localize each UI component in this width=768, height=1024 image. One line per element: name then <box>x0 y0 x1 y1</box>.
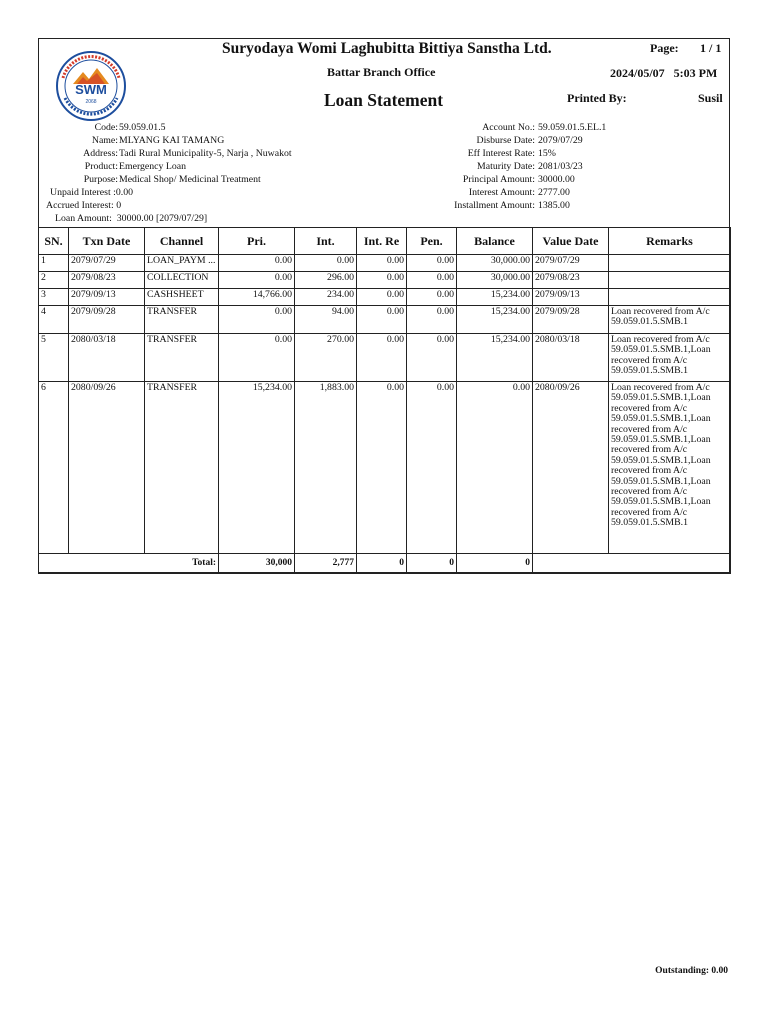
cell-value-date: 2079/09/13 <box>533 289 609 306</box>
cell-int-re: 0.00 <box>357 334 407 382</box>
cell-remarks: Loan recovered from A/c 59.059.01.5.SMB.1,Loan recovered from A/c 59.059.01.5.SMB.1 <box>609 334 731 382</box>
purpose-label: Purpose: <box>83 174 118 185</box>
cell-principal: 15,234.00 <box>219 382 295 554</box>
address-value: Tadi Rural Municipality-5, Narja , Nuwakot <box>119 148 292 159</box>
interest-rate-value: 15% <box>538 148 556 159</box>
total-int-re: 0 <box>357 554 407 574</box>
cell-penalty: 0.00 <box>407 334 457 382</box>
col-int-re: Int. Re <box>357 228 407 255</box>
cell-txn-date: 2080/09/26 <box>69 382 145 554</box>
total-empty <box>533 554 731 574</box>
cell-remarks: Loan recovered from A/c 59.059.01.5.SMB.1 <box>609 306 731 334</box>
cell-principal: 14,766.00 <box>219 289 295 306</box>
unpaid-interest-label: Unpaid Interest : <box>50 187 116 198</box>
cell-channel: CASHSHEET <box>145 289 219 306</box>
cell-value-date: 2080/03/18 <box>533 334 609 382</box>
installment-amount-value: 1385.00 <box>538 200 570 211</box>
cell-interest: 1,883.00 <box>295 382 357 554</box>
cell-sn: 4 <box>39 306 69 334</box>
col-channel: Channel <box>145 228 219 255</box>
page-number: 1 / 1 <box>700 41 722 55</box>
col-value-date: Value Date <box>533 228 609 255</box>
cell-principal: 0.00 <box>219 306 295 334</box>
cell-value-date: 2080/09/26 <box>533 382 609 554</box>
maturity-date-value: 2081/03/23 <box>538 161 583 172</box>
cell-interest: 270.00 <box>295 334 357 382</box>
cell-balance: 30,000.00 <box>457 272 533 289</box>
col-remarks: Remarks <box>609 228 731 255</box>
col-sn: SN. <box>39 228 69 255</box>
cell-sn: 1 <box>39 255 69 272</box>
col-principal: Pri. <box>219 228 295 255</box>
table-row <box>39 334 731 382</box>
cell-txn-date: 2080/03/18 <box>69 334 145 382</box>
table-row <box>39 289 731 306</box>
cell-txn-date: 2079/07/29 <box>69 255 145 272</box>
total-penalty: 0 <box>407 554 457 574</box>
cell-sn: 6 <box>39 382 69 554</box>
cell-interest: 94.00 <box>295 306 357 334</box>
principal-amount-value: 30000.00 <box>538 174 575 185</box>
purpose-value: Medical Shop/ Medicinal Treatment <box>119 174 261 185</box>
cell-int-re: 0.00 <box>357 255 407 272</box>
cell-int-re: 0.00 <box>357 382 407 554</box>
cell-sn: 3 <box>39 289 69 306</box>
cell-penalty: 0.00 <box>407 272 457 289</box>
total-row <box>39 554 731 574</box>
account-no-label: Account No.: <box>482 122 535 133</box>
cell-int-re: 0.00 <box>357 289 407 306</box>
product-label: Product: <box>84 161 118 172</box>
col-txn-date: Txn Date <box>69 228 145 255</box>
cell-balance: 15,234.00 <box>457 334 533 382</box>
accrued-interest-label: Accrued Interest: <box>46 200 114 211</box>
printed-by-value: Susil <box>698 91 723 105</box>
table-row <box>39 382 731 554</box>
cell-sn: 5 <box>39 334 69 382</box>
cell-balance: 15,234.00 <box>457 306 533 334</box>
cell-principal: 0.00 <box>219 334 295 382</box>
cell-channel: COLLECTION <box>145 272 219 289</box>
interest-rate-label: Eff Interest Rate: <box>467 148 535 159</box>
cell-value-date: 2079/07/29 <box>533 255 609 272</box>
name-value: MLYANG KAI TAMANG <box>119 135 225 146</box>
disburse-date-value: 2079/07/29 <box>538 135 583 146</box>
interest-amount-label: Interest Amount: <box>468 187 535 198</box>
cell-remarks <box>609 255 731 272</box>
col-penalty: Pen. <box>407 228 457 255</box>
printed-date: 2024/05/07 5:03 PM <box>610 66 718 80</box>
cell-penalty: 0.00 <box>407 289 457 306</box>
page-label: Page: <box>650 41 679 55</box>
total-balance: 0 <box>457 554 533 574</box>
cell-txn-date: 2079/08/23 <box>69 272 145 289</box>
cell-value-date: 2079/08/23 <box>533 272 609 289</box>
cell-int-re: 0.00 <box>357 272 407 289</box>
loan-amount-value: 30000.00 [2079/07/29] <box>116 213 208 224</box>
transactions-table <box>38 227 731 574</box>
cell-penalty: 0.00 <box>407 255 457 272</box>
installment-amount-label: Installment Amount: <box>454 200 535 211</box>
organization-name: Suryodaya Womi Laghubitta Bittiya Sanstha Ltd. <box>222 40 552 57</box>
maturity-date-label: Maturity Date: <box>477 161 535 172</box>
cell-balance: 15,234.00 <box>457 289 533 306</box>
table-row <box>39 255 731 272</box>
cell-balance: 0.00 <box>457 382 533 554</box>
loan-amount-label: Loan Amount: <box>55 213 112 224</box>
code-value: 59.059.01.5 <box>119 122 166 133</box>
cell-channel: TRANSFER <box>145 382 219 554</box>
cell-interest: 234.00 <box>295 289 357 306</box>
cell-penalty: 0.00 <box>407 306 457 334</box>
total-principal: 30,000 <box>219 554 295 574</box>
total-interest: 2,777 <box>295 554 357 574</box>
address-label: Address: <box>83 148 118 159</box>
printed-by-label: Printed By: <box>567 91 627 105</box>
cell-remarks: Loan recovered from A/c 59.059.01.5.SMB.1,Loan recovered from A/c 59.059.01.5.SMB.1,Loan recovered from A/c 59.059.01.5.SMB.1,Loan recovered from A/c 59.059.01.5.SMB.1,Loan recovered from A/c 59.059.01.5.SMB.1,Loan recovered from A/c 59.059.01.5.SMB.1,Loan recovered from A/c 59.059.01.5.SMB.1 <box>609 382 731 554</box>
account-no-value: 59.059.01.5.EL.1 <box>538 122 607 133</box>
table-header-row <box>39 228 731 255</box>
account-info <box>0 121 700 216</box>
cell-penalty: 0.00 <box>407 382 457 554</box>
cell-interest: 296.00 <box>295 272 357 289</box>
cell-value-date: 2079/09/28 <box>533 306 609 334</box>
col-interest: Int. <box>295 228 357 255</box>
table-row <box>39 272 731 289</box>
cell-channel: TRANSFER <box>145 306 219 334</box>
page-title: Loan Statement <box>324 90 444 110</box>
total-label: Total: <box>39 554 219 574</box>
company-logo <box>55 50 127 122</box>
principal-amount-label: Principal Amount: <box>462 174 535 185</box>
cell-channel: TRANSFER <box>145 334 219 382</box>
cell-principal: 0.00 <box>219 272 295 289</box>
cell-remarks <box>609 289 731 306</box>
product-value: Emergency Loan <box>119 161 187 172</box>
cell-balance: 30,000.00 <box>457 255 533 272</box>
cell-principal: 0.00 <box>219 255 295 272</box>
cell-remarks <box>609 272 731 289</box>
branch-name: Battar Branch Office <box>327 65 436 79</box>
cell-int-re: 0.00 <box>357 306 407 334</box>
table-row <box>39 306 731 334</box>
col-balance: Balance <box>457 228 533 255</box>
disburse-date-label: Disburse Date: <box>476 135 535 146</box>
code-label: Code: <box>94 122 118 133</box>
cell-interest: 0.00 <box>295 255 357 272</box>
cell-sn: 2 <box>39 272 69 289</box>
name-label: Name: <box>91 135 118 146</box>
accrued-interest-value: 0 <box>116 200 122 211</box>
logo-text: SWM <box>75 82 107 97</box>
cell-txn-date: 2079/09/13 <box>69 289 145 306</box>
cell-txn-date: 2079/09/28 <box>69 306 145 334</box>
interest-amount-value: 2777.00 <box>538 187 570 198</box>
unpaid-interest-value: 0.00 <box>115 187 133 198</box>
outstanding-amount: Outstanding: 0.00 <box>655 966 728 976</box>
logo-year: 2068 <box>85 99 97 105</box>
cell-channel: LOAN_PAYM ... <box>145 255 219 272</box>
